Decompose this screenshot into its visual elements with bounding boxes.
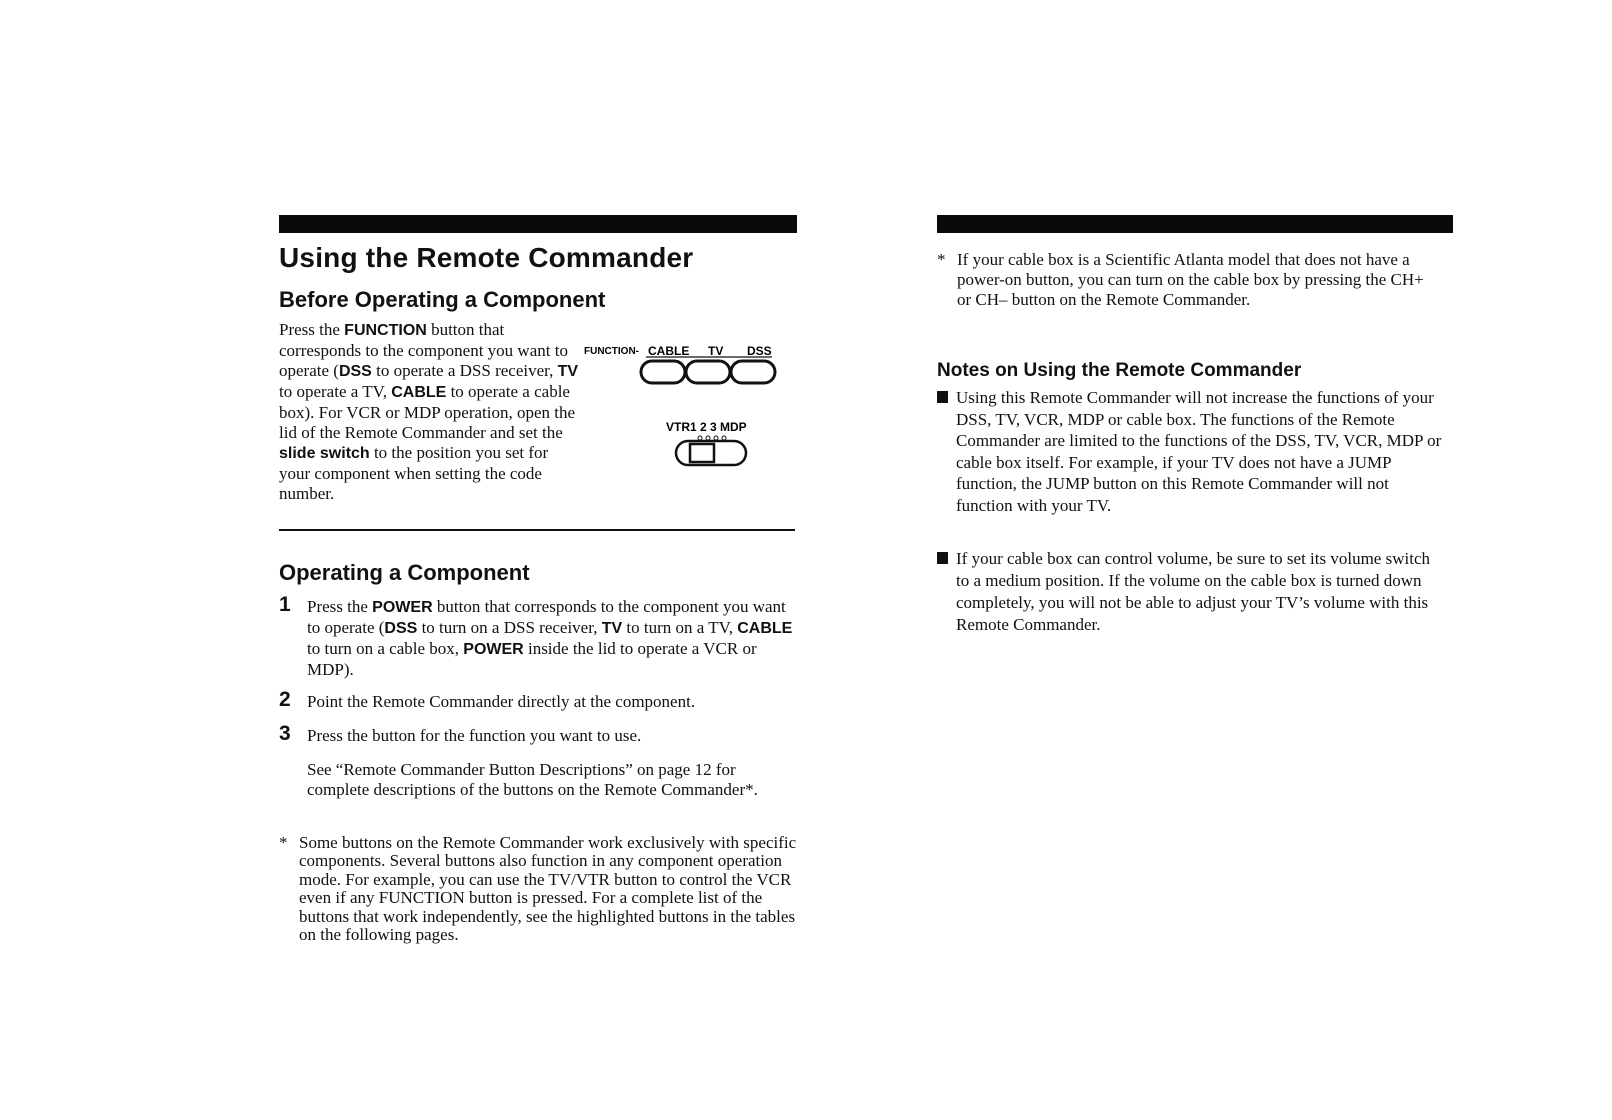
intro-text: to the position you set for your component when setting the code number. [279, 443, 549, 503]
intro-paragraph [279, 320, 579, 504]
section-bar-right [937, 215, 1453, 233]
step-text: inside the lid to operate a VCR or MDP). [307, 639, 757, 679]
step-text: button that corresponds to the component you want to operate ( [307, 597, 786, 637]
function-label: FUNCTION- [584, 346, 639, 357]
step-text: Press the button for the function you want to use. [307, 726, 642, 745]
intro-text: Press the [279, 320, 345, 339]
tv-label: TV [708, 344, 724, 358]
page-title: Using the Remote Commander [279, 242, 694, 273]
cable-label: CABLE [648, 344, 690, 358]
divider-rule [279, 529, 795, 531]
step-text: to turn on a cable box, [307, 639, 464, 658]
bullet-note [937, 548, 1447, 636]
footnote-text: Some buttons on the Remote Commander work exclusively with specific components. Several buttons also function in any component operation mode. For example, you can use the TV/VTR button to control the VCR even if any FUNCTION button is pressed. For a complete list of the buttons that work independently, see the highlighted buttons in the tables on the following pages. [299, 833, 797, 945]
see-also-paragraph: See “Remote Commander Button Descriptions” on page 12 for complete descriptions of the buttons on the Remote Commander*. [307, 760, 758, 799]
note-asterisk: * [937, 250, 946, 269]
step-bold-term: POWER [372, 599, 433, 616]
section-bar-left [279, 215, 797, 233]
step-number: 3 [279, 722, 291, 745]
scientific-atlanta-note [937, 250, 1437, 310]
intro-bold-term: DSS [338, 363, 372, 380]
before-heading: Before Operating a Component [279, 287, 606, 312]
intro-text: to operate a cable box). For VCR or MDP operation, open the lid of the Remote Commander and set the [279, 382, 576, 442]
intro-bold-term: slide switch [279, 445, 370, 462]
dss-label: DSS [747, 344, 772, 358]
step-text: Press the [307, 597, 373, 616]
cable-button [641, 361, 685, 383]
intro-bold-term: FUNCTION [344, 322, 427, 339]
bullet-text: If your cable box can control volume, be sure to set its volume switch to a medium position. If the volume on the cable box is turned down completely, you will not be able to adjust your TV’s volume with this Remote Commander. [956, 549, 1430, 634]
step-bold-term: TV [601, 620, 623, 637]
step-2 [279, 688, 799, 712]
dss-button [731, 361, 775, 383]
bullet-square [937, 391, 948, 403]
remote-function-diagram [580, 342, 792, 494]
slide-switch-knob [690, 444, 714, 462]
note-text: If your cable box is a Scientific Atlanta model that does not have a power-on button, you can turn on the cable box by pressing the CH+ or CH– button on the Remote Commander. [957, 250, 1424, 309]
slide-switch-label: VTR1 2 3 MDP [666, 420, 747, 434]
tv-button [686, 361, 730, 383]
step-number: 2 [279, 688, 291, 711]
bullet-square [937, 552, 948, 564]
step-text: Point the Remote Commander directly at the component. [307, 692, 696, 711]
intro-text: to operate a DSS receiver, [371, 361, 558, 380]
footnote [279, 834, 799, 944]
intro-bold-term: TV [557, 363, 579, 380]
notes-heading: Notes on Using the Remote Commander [937, 360, 1302, 381]
bullet-note [937, 387, 1447, 516]
operating-heading: Operating a Component [279, 560, 530, 585]
step-bold-term: DSS [384, 620, 418, 637]
intro-text: to operate a TV, [279, 382, 392, 401]
step-1 [279, 593, 799, 680]
step-bold-term: POWER [463, 641, 524, 658]
bullet-text: Using this Remote Commander will not increase the functions of your DSS, TV, VCR, MDP or cable box. The functions of the Remote Commander are limited to the functions of the DSS, TV, VCR, MDP or cable box itself. For example, if your TV does not have a JUMP function, the JUMP button on this Remote Commander will not function with your TV. [956, 388, 1442, 515]
footnote-asterisk: * [279, 833, 288, 852]
step-number: 1 [279, 593, 291, 616]
step-3 [279, 722, 799, 746]
intro-bold-term: CABLE [391, 384, 447, 401]
intro-text: button that corresponds to the component you want to operate ( [279, 320, 568, 380]
step-text: to turn on a DSS receiver, [417, 618, 602, 637]
step-text: to turn on a TV, [622, 618, 738, 637]
step-bold-term: CABLE [737, 620, 793, 637]
